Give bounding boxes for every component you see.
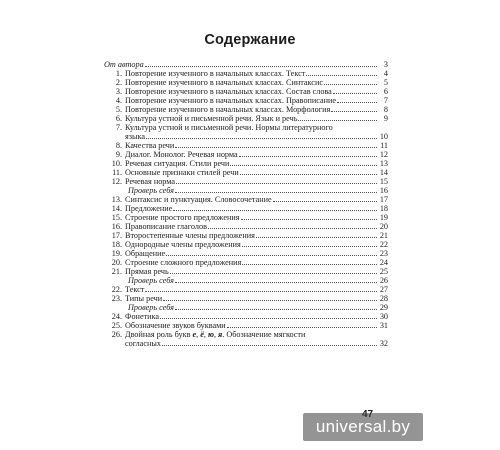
toc-entry-number: 13. [111, 195, 122, 204]
toc-entry [104, 285, 388, 294]
toc-entry-page: 30 [379, 312, 388, 321]
toc-entry-number: 25. [111, 321, 122, 330]
toc-entry-page: 29 [379, 303, 388, 312]
dot-leader [175, 192, 377, 193]
toc-entry [104, 321, 388, 330]
toc-entry-title: Правописание глаголов [125, 222, 207, 231]
toc-entry [104, 312, 388, 321]
toc-entry-title: Текст [125, 285, 145, 294]
toc-entry-number: 15. [111, 213, 122, 222]
toc-entry-number: 14. [111, 204, 122, 213]
toc-entry-page: 9 [383, 114, 388, 123]
dot-leader [298, 120, 377, 121]
toc-entry [104, 276, 388, 285]
toc-entry [104, 267, 388, 276]
toc-entry-page: 14 [379, 168, 388, 177]
table-of-contents [104, 60, 388, 348]
dot-leader [273, 201, 377, 202]
toc-entry-number: 11. [112, 168, 122, 177]
toc-entry-number: 8. [115, 141, 122, 150]
toc-entry-number: 2. [115, 78, 122, 87]
toc-entry [104, 204, 388, 213]
dot-leader [173, 210, 377, 211]
toc-entry-title: Качества речи [125, 141, 175, 150]
toc-entry-number: 21. [111, 267, 122, 276]
toc-entry-page: 5 [383, 78, 388, 87]
toc-entry-title: Повторение изученного в начальных классах. Состав слова [125, 87, 332, 96]
toc-entry-title: Повторение изученного в начальных классах. Текст [125, 69, 306, 78]
toc-entry [104, 69, 388, 78]
toc-entry [104, 294, 388, 303]
toc-entry-page: 12 [379, 150, 388, 159]
toc-entry-number: 18. [111, 240, 122, 249]
toc-entry [104, 123, 388, 141]
toc-entry-number: 22. [111, 285, 122, 294]
dot-leader [239, 156, 377, 157]
toc-entry [104, 114, 388, 123]
page-title: Содержание [204, 32, 296, 48]
toc-entry-title: Повторение изученного в начальных классах. Морфология [125, 105, 331, 114]
toc-entry [104, 168, 388, 177]
toc-entry-number: 3. [115, 87, 122, 96]
toc-entry-number: 17. [111, 231, 122, 240]
toc-entry-title: Прямая речь [125, 267, 169, 276]
toc-entry-number: 12. [111, 177, 122, 186]
dot-leader [163, 300, 377, 301]
dot-leader [175, 309, 377, 310]
toc-entry [104, 177, 388, 186]
dot-leader [176, 183, 377, 184]
toc-entry-page: 17 [379, 195, 388, 204]
toc-entry-page: 25 [379, 267, 388, 276]
toc-entry-title: Фонетика [125, 312, 160, 321]
toc-entry-title: Обращение [125, 249, 166, 258]
toc-entry-page: 23 [379, 249, 388, 258]
toc-entry-number: 20. [111, 258, 122, 267]
dot-leader [175, 282, 377, 283]
toc-entry-page: 22 [379, 240, 388, 249]
toc-entry-number: 19. [111, 249, 122, 258]
toc-entry-title: Культура устной и письменной речи. Нормы литературного [125, 123, 333, 132]
toc-entry-title: Предложение [125, 204, 173, 213]
toc-entry [104, 231, 388, 240]
dot-leader [240, 174, 377, 175]
toc-entry [104, 105, 388, 114]
toc-entry [104, 96, 388, 105]
dot-leader [160, 318, 377, 319]
toc-entry-title: Строение сложного предложения [125, 258, 242, 267]
toc-entry-title: От автора [104, 60, 144, 69]
toc-entry [104, 150, 388, 159]
toc-entry-number: 23. [111, 294, 122, 303]
toc-entry [104, 258, 388, 267]
dot-leader [242, 246, 377, 247]
dot-leader [227, 327, 377, 328]
toc-entry [104, 159, 388, 168]
dot-leader [230, 165, 377, 166]
dot-leader [242, 264, 377, 265]
dot-leader [333, 93, 377, 94]
dot-leader [324, 84, 377, 85]
toc-entry-title: Повторение изученного в начальных классах. Правописание [125, 96, 337, 105]
toc-entry-number: 16. [111, 222, 122, 231]
dot-leader [241, 219, 377, 220]
toc-entry [104, 303, 388, 312]
toc-entry-title: Типы речи [125, 294, 163, 303]
toc-entry [104, 195, 388, 204]
dot-leader [145, 66, 377, 67]
toc-entry-title: Однородные члены предложения [125, 240, 241, 249]
dot-leader [256, 237, 377, 238]
toc-entry-title: Проверь себя [128, 303, 174, 312]
toc-entry-page: 6 [383, 87, 388, 96]
dot-leader [145, 291, 377, 292]
toc-entry [104, 78, 388, 87]
dot-leader [208, 228, 377, 229]
toc-entry-title: Синтаксис и пунктуация. Словосочетание [125, 195, 272, 204]
toc-entry [104, 222, 388, 231]
toc-entry-number: 5. [115, 105, 122, 114]
toc-entry-title: Речевая ситуация. Стили речи [125, 159, 230, 168]
dot-leader [170, 273, 377, 274]
toc-entry-page: 13 [379, 159, 388, 168]
toc-entry-number: 4. [115, 96, 122, 105]
toc-entry-title: Диалог. Монолог. Речевая норма [125, 150, 238, 159]
toc-entry-page: 4 [383, 69, 388, 78]
toc-entry-page: 32 [379, 339, 388, 348]
dot-leader [175, 147, 377, 148]
dot-leader [146, 138, 377, 139]
toc-entry-page: 18 [379, 204, 388, 213]
toc-entry-number: 7. [115, 123, 122, 132]
toc-entry-title: Культура устной и письменной речи. Язык и речь [125, 114, 298, 123]
toc-entry [104, 60, 388, 69]
dot-leader [306, 75, 377, 76]
toc-entry-title: Проверь себя [128, 186, 174, 195]
toc-entry-page: 28 [379, 294, 388, 303]
toc-entry-number: 1. [115, 69, 122, 78]
toc-entry-page: 8 [383, 105, 388, 114]
toc-entry-page: 3 [383, 60, 388, 69]
toc-entry-page: 10 [379, 132, 388, 141]
toc-entry-number: 24. [111, 312, 122, 321]
toc-entry [104, 213, 388, 222]
toc-entry-title: Проверь себя [128, 276, 174, 285]
toc-entry-title: Двойная роль букв е, ё, ю, я. Обозначение мягкости [125, 330, 306, 339]
toc-entry-title: Второстепенные члены предложения [125, 231, 255, 240]
toc-entry-page: 16 [379, 186, 388, 195]
toc-entry-number: 9. [115, 150, 122, 159]
toc-entry-number: 26. [111, 330, 122, 339]
toc-entry-title-continued: согласных [125, 339, 161, 348]
toc-entry [104, 240, 388, 249]
toc-entry-title: Строение простого предложения [125, 213, 240, 222]
toc-entry-page: 20 [379, 222, 388, 231]
toc-entry [104, 141, 388, 150]
toc-entry [104, 330, 388, 348]
toc-entry [104, 249, 388, 258]
toc-entry-number: 10. [111, 159, 122, 168]
toc-entry-title: Обозначение звуков буквами [125, 321, 226, 330]
toc-entry-title: Повторение изученного в начальных классах. Синтаксис [125, 78, 323, 87]
toc-entry-page: 21 [379, 231, 388, 240]
dot-leader [331, 111, 377, 112]
dot-leader [166, 255, 377, 256]
toc-entry-page: 24 [379, 258, 388, 267]
watermark-badge: universal.by [303, 413, 423, 441]
toc-entry [104, 186, 388, 195]
toc-entry-page: 19 [379, 213, 388, 222]
toc-entry-number: 6. [115, 114, 122, 123]
toc-entry-page: 27 [379, 285, 388, 294]
toc-entry-title: Речевая норма [125, 177, 176, 186]
toc-entry-page: 11 [380, 141, 388, 150]
toc-entry-page: 7 [383, 96, 388, 105]
dot-leader [337, 102, 377, 103]
dot-leader [162, 345, 377, 346]
toc-entry-page: 31 [379, 321, 388, 330]
toc-entry-page: 15 [379, 177, 388, 186]
toc-entry [104, 87, 388, 96]
toc-entry-page: 26 [379, 276, 388, 285]
toc-entry-title: Основные признаки стилей речи [125, 168, 239, 177]
toc-entry-title-continued: языка [125, 132, 145, 141]
